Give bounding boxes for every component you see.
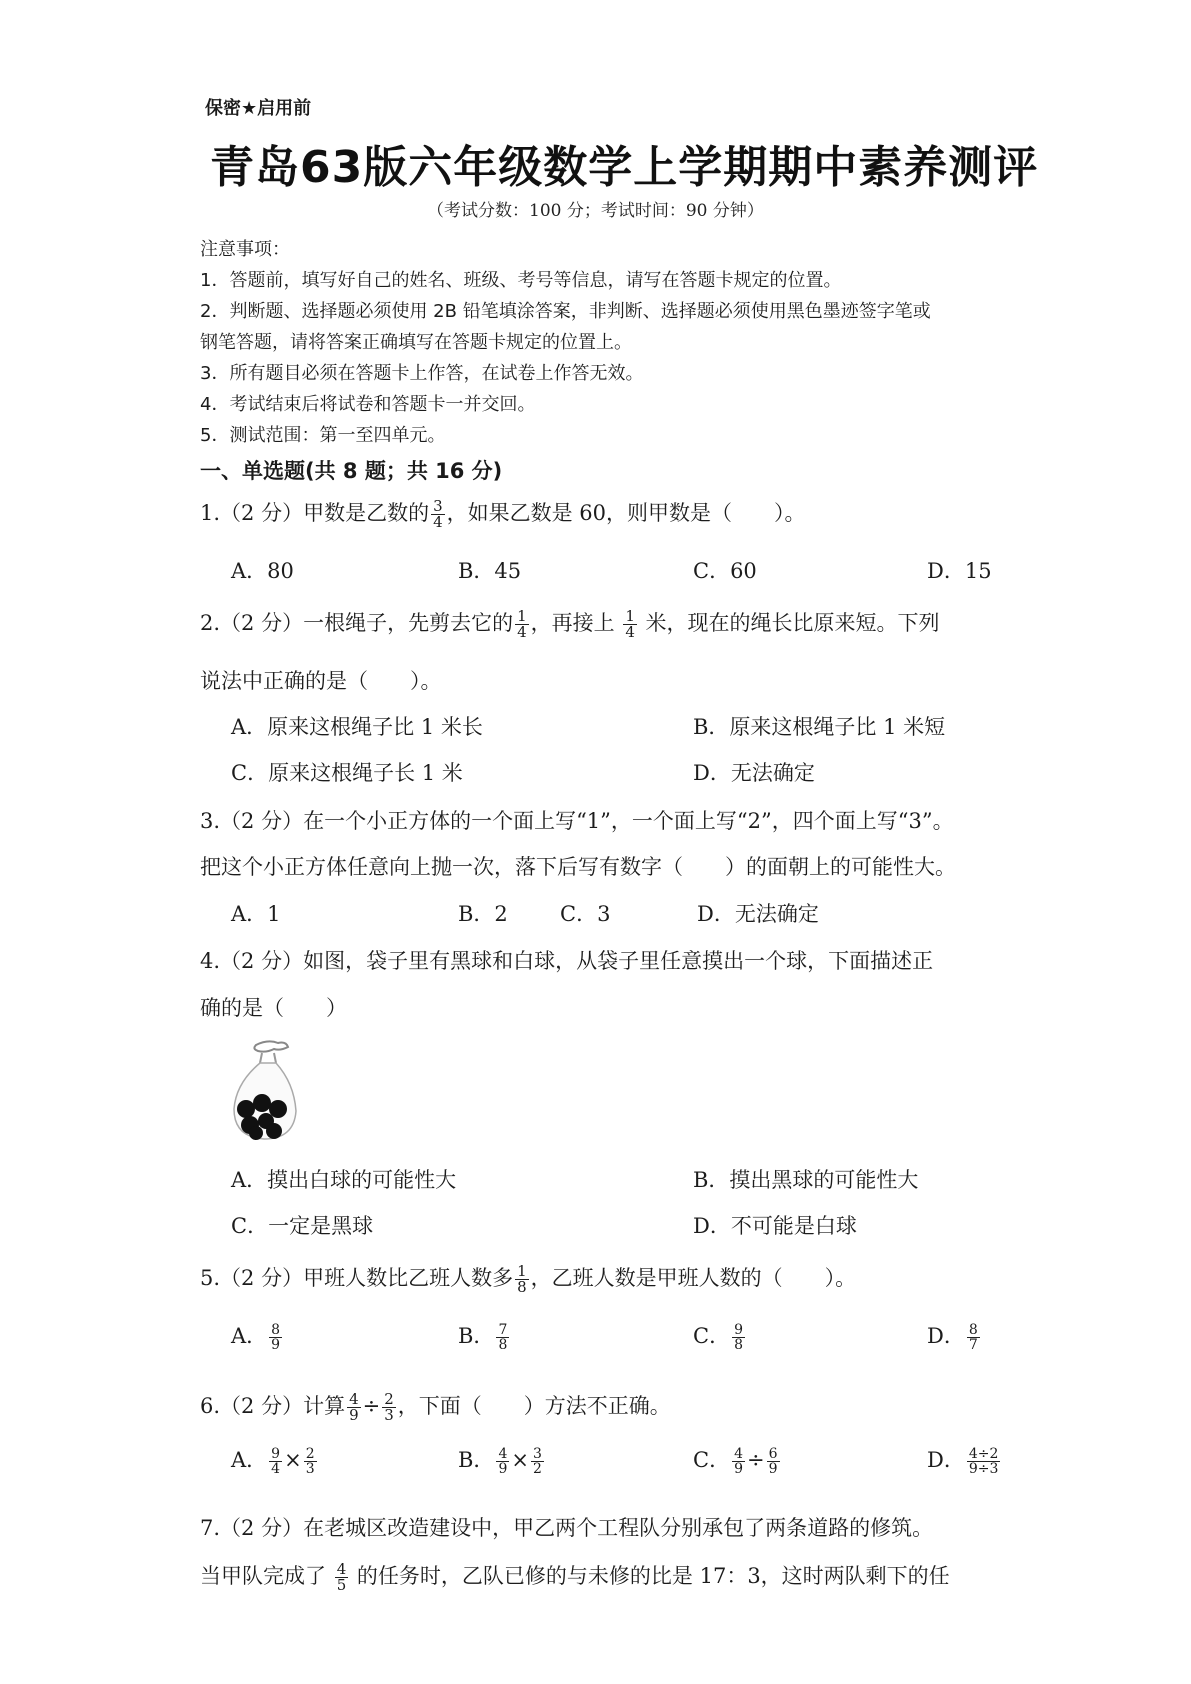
q1-option-d[interactable]: D．15 — [927, 559, 992, 583]
fraction: $\frac{8}{9}$ — [271, 1322, 281, 1353]
fraction: $\frac{2}{3}$ — [305, 1446, 315, 1477]
q5-option-c[interactable]: C． $\frac{9}{8}$ — [693, 1322, 743, 1353]
q5-option-b[interactable]: B． $\frac{7}{8}$ — [458, 1322, 508, 1353]
q6-option-d[interactable]: D． $\frac{4\div 2}{9\div 3}$ — [927, 1446, 999, 1477]
fraction: $\frac{4}{9}$ — [498, 1446, 508, 1477]
question-1-suffix: ，如果乙数是 60，则甲数是（ ）。 — [446, 501, 806, 525]
fraction: $\frac{4}{9}$ — [349, 1390, 359, 1424]
notice-item-2: 2．判断题、选择题必须使用 2B 铅笔填涂答案，非判断、选择题必须使用黑色墨迹签字笔或 — [200, 301, 931, 322]
notice-item-2-cont: 钢笔答题，请将答案正确填写在答题卡规定的位置上。 — [200, 332, 632, 353]
section-heading-single-choice: 一、单选题(共 8 题；共 16 分) — [200, 459, 503, 483]
q2-option-a[interactable]: A．原来这根绳子比 1 米长 — [231, 715, 483, 739]
q4-option-b[interactable]: B．摸出黑球的可能性大 — [693, 1168, 919, 1192]
notice-item-1: 1．答题前，填写好自己的姓名、班级、考号等信息，请写在答题卡规定的位置。 — [200, 270, 842, 291]
question-1-prefix: 1.（2 分）甲数是乙数的 — [200, 501, 430, 525]
notice-item-5: 5．测试范围：第一至四单元。 — [200, 425, 446, 446]
fraction: $\frac{1}{8}$ — [517, 1262, 527, 1296]
question-3-line-2: 把这个小正方体任意向上抛一次，落下后写有数字（ ）的面朝上的可能性大。 — [200, 855, 956, 879]
q4-option-c[interactable]: C．一定是黑球 — [231, 1214, 374, 1238]
question-4: 4.（2 分）如图，袋子里有黑球和白球，从袋子里任意摸出一个球，下面描述正 — [200, 949, 934, 973]
q1-option-b[interactable]: B．45 — [458, 559, 522, 583]
question-4-line-2: 确的是（ ） — [200, 996, 347, 1020]
notice-heading: 注意事项： — [200, 239, 290, 260]
fraction: $\frac{4\div 2}{9\div 3}$ — [968, 1446, 999, 1477]
page-title: 青岛63版六年级数学上学期期中素养测评 — [210, 142, 1039, 193]
q5-option-a[interactable]: A． $\frac{8}{9}$ — [231, 1322, 281, 1353]
fraction: $\frac{7}{8}$ — [498, 1322, 508, 1353]
question-2-line-2: 说法中正确的是（ ）。 — [200, 669, 442, 693]
notice-item-4: 4．考试结束后将试卷和答题卡一并交回。 — [200, 394, 536, 415]
fraction: $\frac{9}{4}$ — [271, 1446, 281, 1477]
fraction: $\frac{9}{8}$ — [734, 1322, 743, 1353]
q3-option-b[interactable]: B．2 — [458, 902, 508, 926]
q4-option-d[interactable]: D．不可能是白球 — [693, 1214, 857, 1238]
q5-option-d[interactable]: D． $\frac{8}{7}$ — [927, 1322, 978, 1353]
q2-option-b[interactable]: B．原来这根绳子比 1 米短 — [693, 715, 946, 739]
q3-option-c[interactable]: C．3 — [560, 902, 611, 926]
q3-option-d[interactable]: D．无法确定 — [697, 902, 819, 926]
notice-item-3: 3．所有题目必须在答题卡上作答，在试卷上作答无效。 — [200, 363, 644, 384]
question-7: 7.（2 分）在老城区改造建设中，甲乙两个工程队分别承包了两条道路的修筑。 — [200, 1516, 934, 1540]
q2-option-c[interactable]: C．原来这根绳子长 1 米 — [231, 761, 463, 785]
q1-option-a[interactable]: A．80 — [231, 559, 294, 583]
question-2: 2.（2 分）一根绳子，先剪去它的 $\frac{1}{4}$ ，再接上 $\frac{1}{4}$ 米，现在的绳长比原来短。下列 — [200, 607, 940, 641]
question-7-line-2: 当甲队完成了 $\frac{4}{5}$ 的任务时，乙队已修的与未修的比是 17：3，这时两队剩下的任 — [200, 1560, 950, 1594]
fraction: $\frac{8}{7}$ — [968, 1322, 978, 1353]
fraction: $\frac{4}{9}$ — [734, 1446, 743, 1477]
fraction: $\frac{1}{4}$ — [625, 607, 635, 641]
fraction: $\frac{6}{9}$ — [768, 1446, 778, 1477]
fraction: $\frac{2}{3}$ — [384, 1390, 394, 1424]
fraction: $\frac{3}{2}$ — [532, 1446, 542, 1477]
q2-option-d[interactable]: D．无法确定 — [693, 761, 815, 785]
fraction: $\frac{3}{4}$ — [433, 497, 443, 531]
question-6: 6.（2 分）计算 $\frac{4}{9}$ ÷ $\frac{2}{3}$ ，下面（ ）方法不正确。 — [200, 1390, 671, 1424]
question-5: 5.（2 分）甲班人数比乙班人数多 $\frac{1}{8}$ ，乙班人数是甲班人数的（ ）。 — [200, 1262, 857, 1296]
q4-option-a[interactable]: A．摸出白球的可能性大 — [231, 1168, 457, 1192]
exam-info-subtitle: （考试分数：100 分；考试时间：90 分钟） — [427, 201, 764, 221]
q6-option-a[interactable]: A． $\frac{9}{4}$ × $\frac{2}{3}$ — [231, 1446, 315, 1477]
q6-option-c[interactable]: C． $\frac{4}{9}$ ÷ $\frac{6}{9}$ — [693, 1446, 778, 1477]
q1-option-c[interactable]: C．60 — [693, 559, 757, 583]
fraction: $\frac{1}{4}$ — [517, 607, 527, 641]
bag-with-balls-icon — [228, 1037, 308, 1143]
fraction: $\frac{4}{5}$ — [336, 1560, 347, 1594]
confidential-label: 保密★启用前 — [205, 98, 312, 119]
q3-option-a[interactable]: A．1 — [231, 902, 281, 926]
question-1 — [200, 497, 806, 530]
question-3: 3.（2 分）在一个小正方体的一个面上写“1”，一个面上写“2”，四个面上写“3”。 — [200, 809, 954, 833]
q6-option-b[interactable]: B． $\frac{4}{9}$ × $\frac{3}{2}$ — [458, 1446, 542, 1477]
